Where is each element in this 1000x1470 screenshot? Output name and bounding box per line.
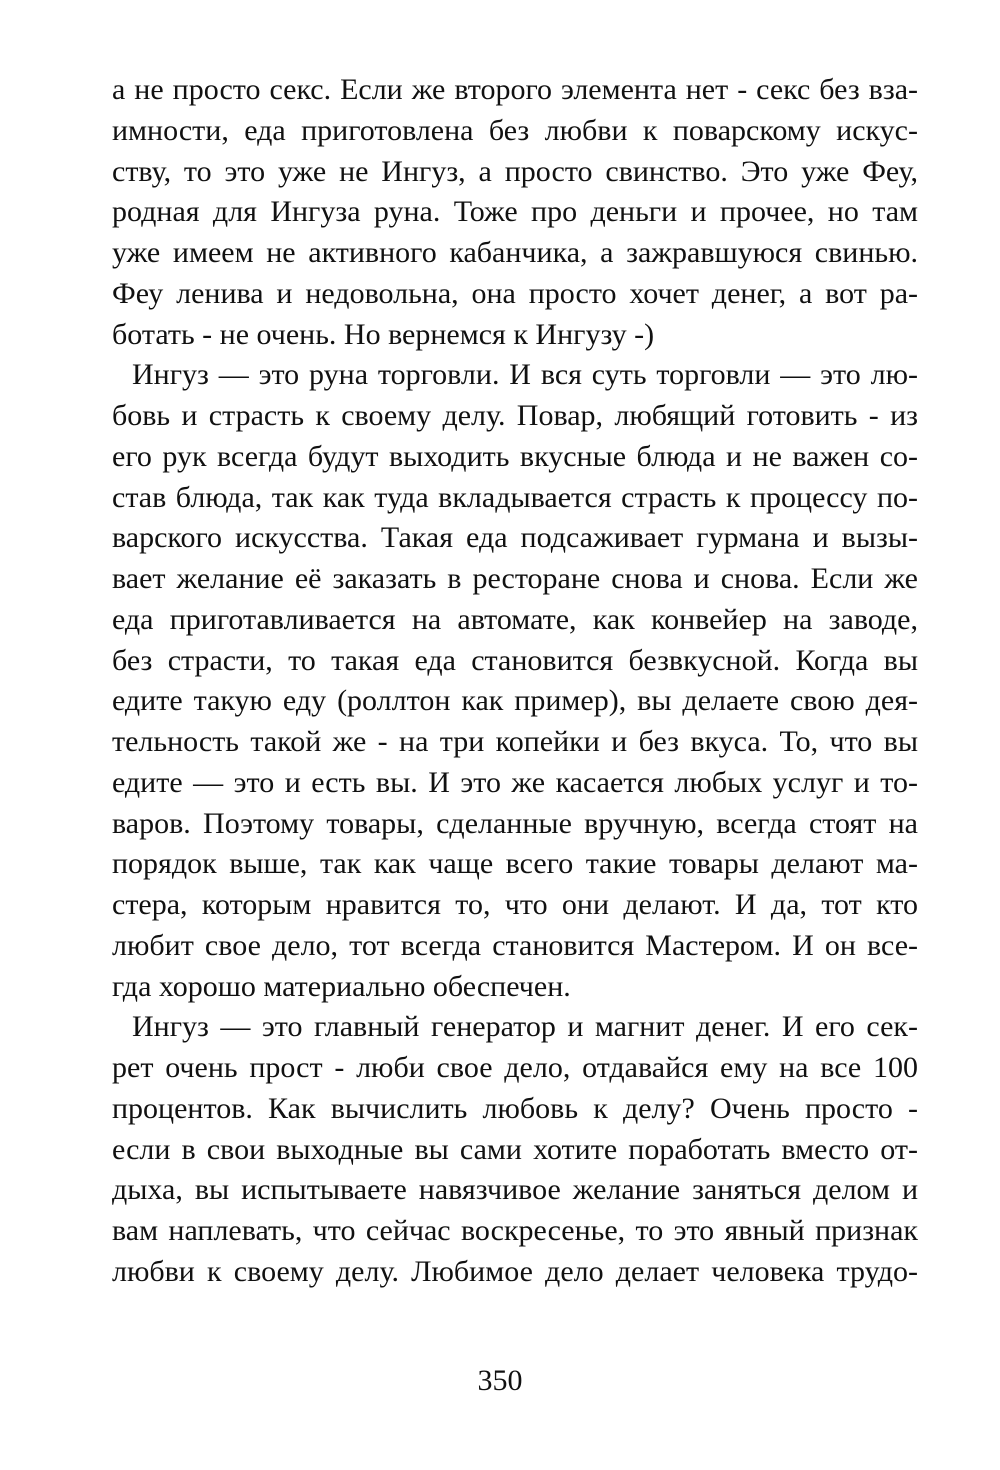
text-line: гда хорошо материально обеспечен. [112,969,571,1003]
text-line: вам наплевать, что сейчас воскресенье, то это явный признак [112,1214,918,1247]
text-line: ству, то это уже не Ингуз, а просто свинство. Это уже Феу, [112,154,918,188]
text-line: варов. Поэтому товары, сделанные вручную, всегда стоят на [112,806,918,840]
text-line: любви к своему делу. Любимое дело делает человека трудо- [112,1254,918,1288]
text-line: порядок выше, так как чаще всего такие товары делают ма- [112,847,918,881]
text-line: процентов. Как вычислить любовь к делу? Очень просто - [112,1091,918,1125]
page-number: 350 [477,1364,523,1397]
text-line: Феу ленива и недовольна, она просто хочет денег, а вот ра- [112,276,918,310]
text-line: уже имеем не активного кабанчика, а зажравшуюся свинью. [112,236,918,269]
text-line: вает желание её заказать в ресторане снова и снова. Если же [112,562,918,595]
text-line: варского искусства. Такая еда подсаживает гурмана и вызы- [112,521,918,555]
text-line: любит свое дело, тот всегда становится Мастером. И он все- [112,928,918,962]
text-line: еда приготавливается на автомате, как конвейер на заводе, [112,602,918,636]
text-line: бовь и страсть к своему делу. Повар, любящий готовить - из [112,399,918,432]
text-line: без страсти, то такая еда становится безвкусной. Когда вы [112,643,918,677]
text-line: имности, еда приготовлена без любви к поварскому искус- [112,113,918,147]
text-line: Ингуз — это руна торговли. И вся суть торговли — это лю- [132,358,918,392]
text-line: едите такую еду (роллтон как пример), вы делаете свою дея- [112,684,918,718]
text-line: тельность такой же - на три копейки и без вкуса. То, что вы [112,725,918,758]
text-line: его рук всегда будут выходить вкусные блюда и не важен со- [112,439,918,473]
text-line: дыха, вы испытываете навязчивое желание заняться делом и [112,1173,918,1207]
text-line: едите — это и есть вы. И это же касается любых услуг и то- [112,765,918,799]
text-line: став блюда, так как туда вкладывается страсть к процессу по- [112,480,918,514]
body-text [112,70,918,1293]
text-line: ботать - не очень. Но вернемся к Ингузу -) [112,317,655,351]
text-line: рет очень прост - люби свое дело, отдавайся ему на все 100 [112,1051,918,1084]
text-line: стера, которым нравится то, что они делают. И да, тот кто [112,888,918,921]
text-line: если в свои выходные вы сами хотите поработать вместо от- [112,1132,918,1166]
text-line: родная для Ингуза руна. Тоже про деньги и прочее, но там [112,195,918,229]
text-line: Ингуз — это главный генератор и магнит денег. И его сек- [132,1010,918,1044]
text-line: а не просто секс. Если же второго элемента нет - секс без вза- [112,73,918,106]
